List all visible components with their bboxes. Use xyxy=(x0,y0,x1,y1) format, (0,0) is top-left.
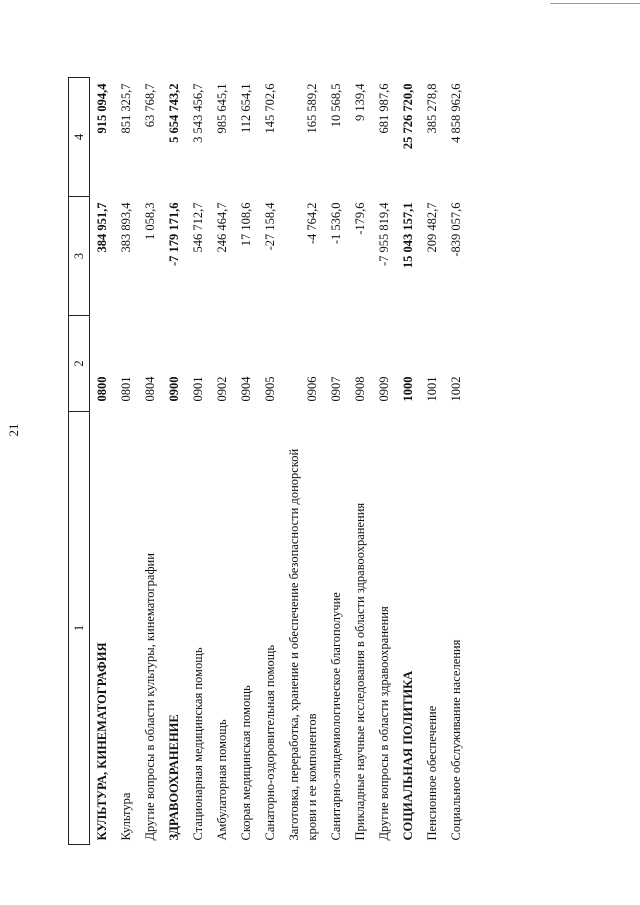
row-value-4-cell: 25 726 720,0 xyxy=(401,83,415,150)
row-value-4-cell: 681 987,6 xyxy=(377,83,391,134)
row-name-cell: Другие вопросы в области здравоохранения xyxy=(377,606,391,841)
row-code-cell: 0804 xyxy=(143,376,157,402)
row-value-3-cell: 383 893,4 xyxy=(119,202,133,253)
row-value-3-cell: 17 108,6 xyxy=(239,202,253,247)
row-name-cell: Пенсионное обеспечение xyxy=(425,705,439,841)
table-row xyxy=(420,78,444,845)
scan-edge-line xyxy=(550,3,640,4)
row-code-cell: 0905 xyxy=(263,376,277,402)
row-name-cell: Заготовка, переработка, хранение и обеспечение безопасности донорской крови и ее компонентов xyxy=(287,448,319,841)
row-value-3-cell: 246 464,7 xyxy=(215,202,229,253)
table-row xyxy=(114,78,138,845)
row-value-3-cell: -27 158,4 xyxy=(263,202,277,251)
budget-table xyxy=(68,77,468,845)
table-row xyxy=(138,78,162,845)
table-row xyxy=(186,78,210,845)
table-row xyxy=(162,78,186,845)
row-code-cell: 0800 xyxy=(95,376,109,402)
row-value-4-cell: 5 654 743,2 xyxy=(167,83,181,143)
row-name-cell: КУЛЬТУРА, КИНЕМАТОГРАФИЯ xyxy=(95,642,109,841)
header-cell-4: 4 xyxy=(69,78,90,197)
row-name-cell: Стационарная медицинская помощь xyxy=(191,647,205,841)
row-name-cell: СОЦИАЛЬНАЯ ПОЛИТИКА xyxy=(401,670,415,841)
table-row xyxy=(90,78,115,845)
row-value-4-cell: 165 589,2 xyxy=(305,83,319,134)
row-value-4-cell: 63 768,7 xyxy=(143,83,157,128)
row-code-cell: 0908 xyxy=(353,376,367,402)
row-code-cell: 0900 xyxy=(167,376,181,402)
header-cell-3: 3 xyxy=(69,197,90,316)
row-value-4-cell: 10 568,5 xyxy=(329,83,343,128)
row-value-4-cell: 915 094,4 xyxy=(95,83,109,134)
row-name-cell: Санаторно-оздоровительная помощь xyxy=(263,644,277,841)
row-value-3-cell: 1 058,3 xyxy=(143,202,157,240)
row-code-cell: 0909 xyxy=(377,376,391,402)
page-number: 21 xyxy=(6,423,21,437)
row-code-cell: 1000 xyxy=(401,376,415,402)
row-code-cell: 0906 xyxy=(305,376,319,402)
row-name-cell: ЗДРАВООХРАНЕНИЕ xyxy=(167,714,181,841)
row-name-cell: Другие вопросы в области культуры, кинематографии xyxy=(143,553,157,841)
row-value-4-cell: 112 654,1 xyxy=(239,83,253,134)
row-value-4-cell: 3 543 456,7 xyxy=(191,83,205,143)
row-value-3-cell: -179,6 xyxy=(353,202,367,235)
row-value-3-cell: -7 179 171,6 xyxy=(167,202,181,267)
table-header-row xyxy=(69,78,90,845)
row-value-3-cell: -839 057,6 xyxy=(449,202,463,257)
row-code-cell: 0901 xyxy=(191,376,205,402)
table-row xyxy=(210,78,234,845)
row-code-cell: 1001 xyxy=(425,376,439,402)
table-row xyxy=(282,78,324,845)
row-code-cell: 0902 xyxy=(215,376,229,402)
table-row xyxy=(444,78,468,845)
row-value-3-cell: 209 482,7 xyxy=(425,202,439,253)
row-name-cell: Амбулаторная помощь xyxy=(215,719,229,841)
table-row xyxy=(324,78,348,845)
table-row xyxy=(372,78,396,845)
row-code-cell: 1002 xyxy=(449,376,463,402)
row-value-4-cell: 4 858 962,6 xyxy=(449,83,463,143)
header-cell-1: 1 xyxy=(69,412,90,845)
row-value-4-cell: 145 702,6 xyxy=(263,83,277,134)
row-code-cell: 0904 xyxy=(239,376,253,402)
row-value-3-cell: -7 955 819,4 xyxy=(377,202,391,267)
row-value-4-cell: 9 139,4 xyxy=(353,83,367,121)
rotated-table-container xyxy=(68,78,591,845)
row-value-3-cell: -1 536,0 xyxy=(329,202,343,245)
row-name-cell: Прикладные научные исследования в области здравоохранения xyxy=(353,502,367,841)
table-row xyxy=(234,78,258,845)
row-value-3-cell: 546 712,7 xyxy=(191,202,205,253)
row-name-cell: Скорая медицинская помощь xyxy=(239,685,253,841)
row-name-cell: Санитарно-эпидемиологическое благополучие xyxy=(329,592,343,841)
row-value-4-cell: 985 645,1 xyxy=(215,83,229,134)
row-name-cell: Социальное обслуживание населения xyxy=(449,639,463,841)
table-body xyxy=(90,78,469,845)
row-value-3-cell: 15 043 157,1 xyxy=(401,202,415,269)
row-value-4-cell: 385 278,8 xyxy=(425,83,439,134)
table-row xyxy=(258,78,282,845)
row-code-cell: 0907 xyxy=(329,376,343,402)
table-row xyxy=(348,78,372,845)
row-value-3-cell: -4 764,2 xyxy=(305,202,319,245)
header-cell-2: 2 xyxy=(69,316,90,412)
row-value-4-cell: 851 325,7 xyxy=(119,83,133,134)
table-row xyxy=(396,78,420,845)
row-code-cell: 0801 xyxy=(119,376,133,402)
row-name-cell: Культура xyxy=(119,792,133,841)
row-value-3-cell: 384 951,7 xyxy=(95,202,109,253)
